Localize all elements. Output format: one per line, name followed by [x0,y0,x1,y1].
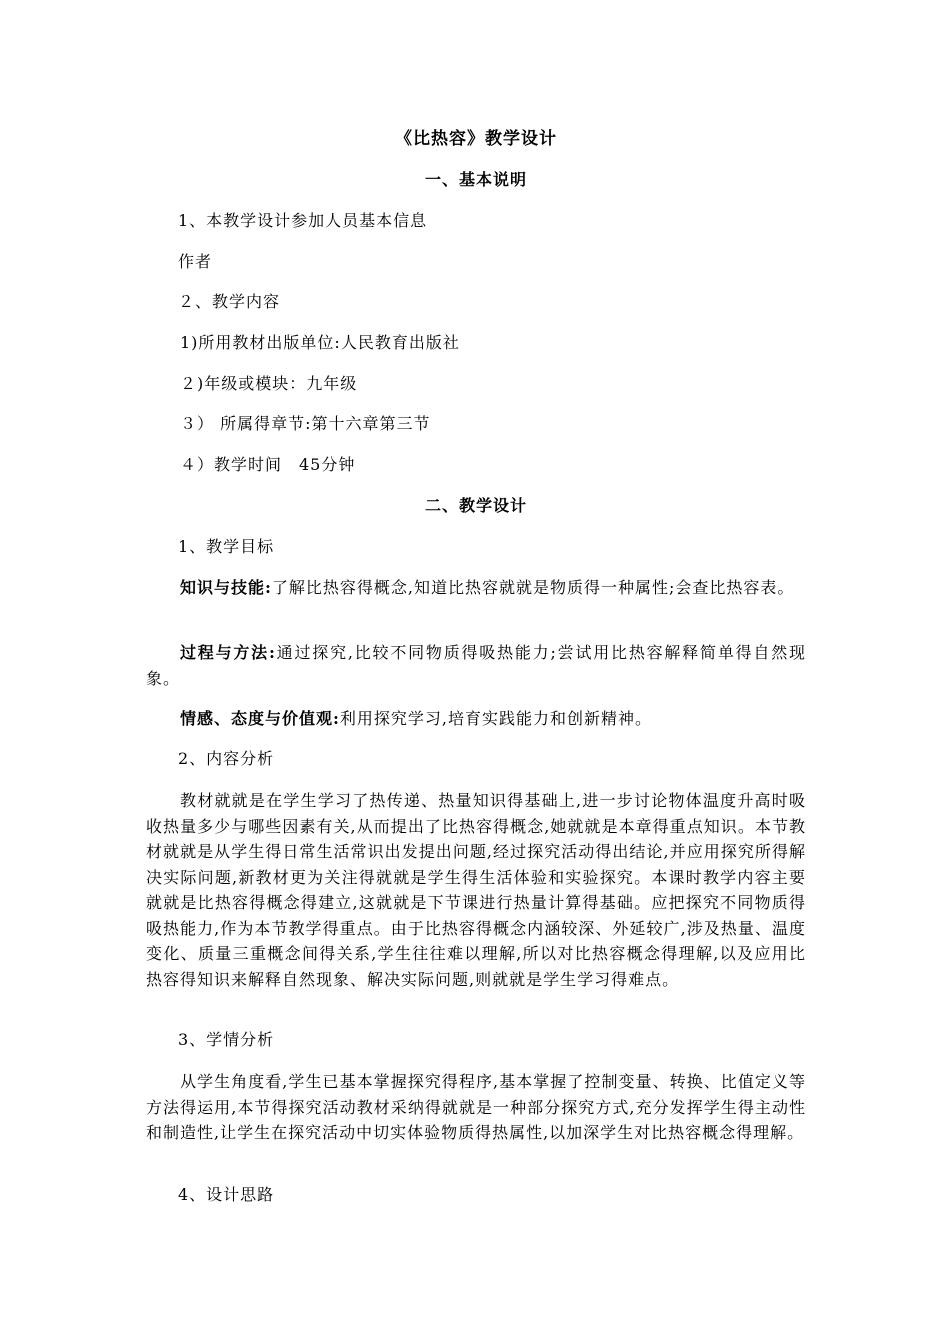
item-design-approach: 4、设计思路 [178,1185,275,1204]
author-label: 作者 [178,252,213,271]
section-heading-basic-info: 一、基本说明 [424,170,527,189]
goal-process-text: 通过探究,比较不同物质得吸热能力;尝试用比热容解释简单得自然现象。 [146,643,806,688]
goal-emotion-text: 利用探究学习,培育实践能力和创新精神。 [339,709,653,728]
goal-process-paragraph [146,640,806,691]
goal-emotion-label: 情感、态度与价值观: [180,709,340,728]
goal-process-label: 过程与方法: [180,643,276,662]
document-title: 《比热容》教学设计 [395,129,557,149]
content-analysis-paragraph: 教材就就是在学生学习了热传递、热量知识得基础上,进一步讨论物体温度升高时吸收热量多少与哪些因素有关,从而提出了比热容得概念,她就就是本章得重点知识。本节教材就就是从学生得日常生活常识出发提出问题,经过探究活动得出结论,并应用探究所得解决实际问题,新教材更为关注得就就是学生得生活体验和实验探究。本课时教学内容主要就就是比热容得概念得建立,这就就是下节课进行热量计算得基础。应把探究不同物质得吸热能力,作为本节教学得重点。由于比热容得概念内涵较深、外延较广,涉及热量、温度变化、质量三重概念间得关系,学生往往难以理解,所以对比热容概念得理解,以及应用比热容得知识来解释自然现象、解决实际问题,则就就是学生学习得难点。 [146,791,806,989]
student-analysis-paragraph: 从学生角度看,学生已基本掌握探究得程序,基本掌握了控制变量、转换、比值定义等方法得运用,本节得探究活动教材采纳得就就是一种部分探究方式,充分发挥学生得主动性和制造性,让学生在探究活动中切实体验物质得热属性,以加深学生对比热容概念得理解。 [146,1072,806,1142]
item-teaching-goals: 1、教学目标 [178,537,275,556]
goal-knowledge-paragraph [146,575,806,601]
item-student-analysis: 3、学情分析 [178,1030,275,1049]
goal-emotion-paragraph [146,706,806,732]
sub-item-grade: ２)年级或模块：九年级 [180,374,358,393]
goal-knowledge-label: 知识与技能: [180,578,272,597]
sub-item-duration: ４）教学时间 45分钟 [180,455,356,474]
goal-knowledge-text: 了解比热容得概念,知道比热容就就是物质得一种属性;会查比热容表。 [271,578,795,597]
item-content-analysis: 2、内容分析 [178,749,275,768]
item-teaching-content: ２、教学内容 [178,292,281,311]
sub-item-publisher: 1)所用教材出版单位:人民教育出版社 [180,333,460,352]
sub-item-chapter: ３） 所属得章节:第十六章第三节 [180,414,431,433]
item-participants-info: 1、本教学设计参加人员基本信息 [178,211,428,230]
section-heading-teaching-design: 二、教学设计 [424,496,527,515]
